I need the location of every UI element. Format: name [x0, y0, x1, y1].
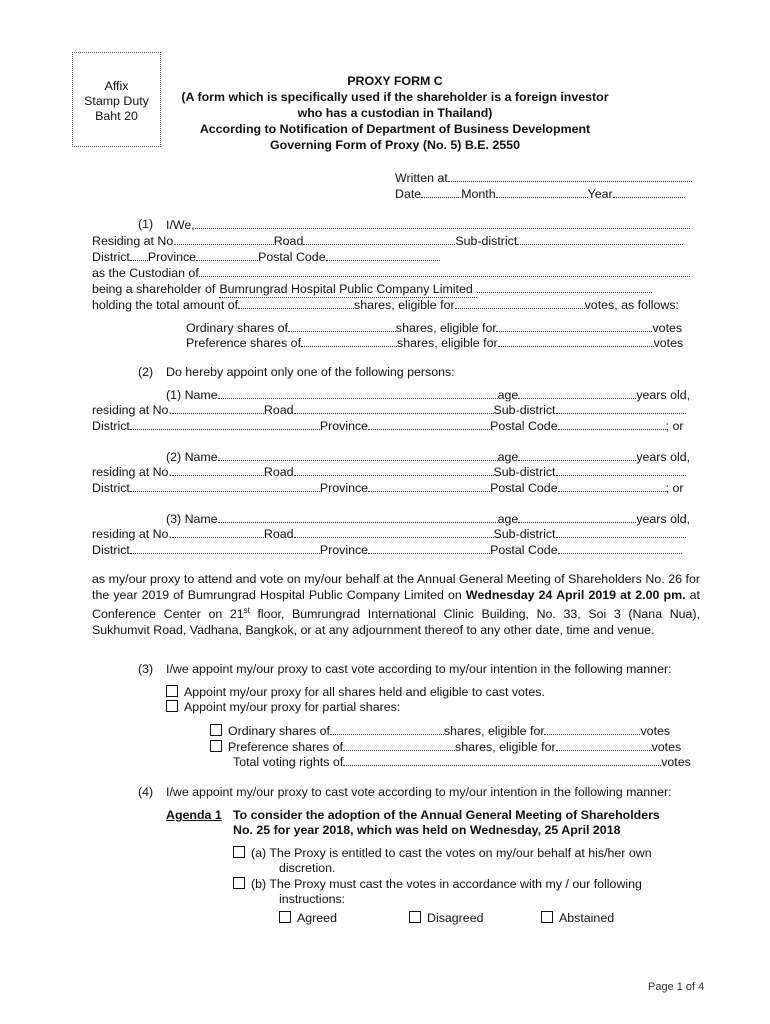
floor-superscript: st: [243, 606, 250, 616]
person3-residing-label: residing at No.: [92, 527, 172, 541]
ordinary-row: [186, 320, 682, 335]
option-b-checkbox[interactable]: [233, 877, 245, 889]
section1-num: (1): [138, 217, 154, 231]
form-subtitle-4: Governing Form of Proxy (No. 5) B.E. 2550: [270, 138, 520, 152]
person2-district-label: District: [92, 481, 130, 495]
preference-label: Preference shares of: [186, 336, 302, 350]
road-field[interactable]: [303, 233, 455, 245]
person3-no-field[interactable]: [172, 526, 264, 538]
district-row: [92, 249, 440, 264]
preference-eligible-label: shares, eligible for: [397, 336, 498, 350]
person1-district-label: District: [92, 419, 130, 433]
holding-shares-field[interactable]: [238, 297, 354, 309]
iwe-label: I/We,: [166, 218, 195, 232]
option-a-label-2: discretion.: [279, 861, 336, 875]
preference-votes-field[interactable]: [498, 335, 654, 347]
person1-province-label: Province: [319, 419, 369, 433]
month-field[interactable]: [496, 186, 588, 198]
agenda-1-title-1: To consider the adoption of the Annual General Meeting of Shareholders: [233, 808, 660, 822]
subdistrict-label: Sub-district: [455, 234, 518, 248]
person2-or-label: ; or: [665, 481, 684, 495]
person3-district-label: District: [92, 543, 130, 557]
s3-total-label: Total voting rights of: [233, 755, 344, 769]
person2-province-field[interactable]: [368, 480, 490, 492]
residing-label: Residing at No.: [92, 234, 177, 248]
section4-num: (4): [138, 785, 154, 799]
person2-road-field[interactable]: [294, 464, 494, 476]
person2-age-field[interactable]: [518, 449, 636, 461]
person2-name-field[interactable]: [218, 449, 498, 461]
all-shares-label: Appoint my/our proxy for all shares held and eligible to cast votes.: [184, 685, 545, 699]
partial-shares-checkbox[interactable]: [166, 700, 178, 712]
person2-road-label: Road: [263, 465, 294, 479]
disagreed-option: [409, 911, 483, 926]
person2-name-row: [166, 449, 690, 464]
holding-votes-field[interactable]: [455, 297, 585, 309]
postal-label: Postal Code: [258, 250, 326, 264]
abstained-checkbox[interactable]: [541, 911, 553, 923]
person1-or-label: ; or: [665, 419, 684, 433]
custodian-row: [92, 265, 690, 280]
person1-province-field[interactable]: [368, 418, 490, 430]
person1-residing-label: residing at No.: [92, 403, 172, 417]
partial-shares-label: Appoint my/our proxy for partial shares:: [184, 700, 401, 714]
person2-subdistrict-field[interactable]: [556, 464, 686, 476]
agreed-option: [279, 911, 337, 926]
section4-intro: I/we appoint my/our proxy to cast vote according to my/our intention in the following manner:: [166, 785, 672, 799]
holding-eligible-label: shares, eligible for: [354, 298, 455, 312]
agenda-1-label: Agenda 1: [166, 808, 222, 822]
person1-subdistrict-field[interactable]: [556, 402, 686, 414]
year-label: Year: [587, 187, 613, 201]
preference-votes-label: votes: [653, 336, 684, 350]
person3-name-row: [166, 511, 690, 526]
person3-age-field[interactable]: [518, 511, 636, 523]
option-a-row: [233, 846, 652, 861]
person2-subdistrict-label: Sub-district: [493, 465, 556, 479]
partial-shares-option: [166, 700, 400, 715]
s3-preference-shares-field[interactable]: [343, 739, 455, 751]
option-b-row: [233, 877, 642, 892]
votes-as-follows-label: votes, as follows:: [584, 298, 679, 312]
s3-preference-checkbox[interactable]: [210, 740, 222, 752]
s3-preference-eligible-label: shares, eligible for: [455, 740, 556, 754]
iwe-row: [166, 217, 690, 232]
section3-intro: I/we appoint my/our proxy to cast vote according to my/our intention in the following manner:: [166, 662, 672, 676]
person3-road-label: Road: [263, 527, 294, 541]
holding-row: [92, 297, 679, 312]
date-row: [395, 186, 685, 201]
person1-age-field[interactable]: [518, 387, 636, 399]
company-name: Bumrungrad Hospital Public Company Limited: [219, 282, 476, 298]
s3-preference-votes-label: votes: [651, 740, 682, 754]
person3-age-label: age: [497, 512, 519, 526]
agreed-checkbox[interactable]: [279, 911, 291, 923]
person3-subdistrict-field[interactable]: [556, 526, 686, 538]
option-a-label: (a) The Proxy is entitled to cast the votes on my/our behalf at his/her own: [251, 846, 652, 860]
meeting-date: Wednesday 24 April 2019 at 2.00 pm.: [465, 587, 686, 602]
person2-province-label: Province: [319, 481, 369, 495]
person1-postal-label: Postal Code: [490, 419, 558, 433]
person1-road-label: Road: [263, 403, 294, 417]
person3-postal-label: Postal Code: [490, 543, 558, 557]
district-field[interactable]: [130, 249, 148, 261]
written-at-field[interactable]: [448, 170, 692, 182]
person3-years-label: years old,: [636, 512, 691, 526]
person3-postal-field[interactable]: [558, 542, 682, 554]
disagreed-label: Disagreed: [427, 911, 484, 925]
person1-subdistrict-label: Sub-district: [493, 403, 556, 417]
person3-residing-row: [92, 526, 686, 541]
person1-name-row: [166, 387, 690, 402]
stamp-line-2: Stamp Duty: [84, 94, 149, 108]
custodian-field[interactable]: [199, 265, 690, 277]
form-title: PROXY FORM C: [347, 74, 443, 88]
person2-postal-label: Postal Code: [490, 481, 558, 495]
ordinary-shares-field[interactable]: [288, 320, 396, 332]
subdistrict-field[interactable]: [517, 233, 683, 245]
proxy-paragraph: [92, 572, 700, 639]
person3-province-label: Province: [319, 543, 369, 557]
person3-district-row: [92, 542, 682, 557]
holding-label: holding the total amount of: [92, 298, 239, 312]
person3-subdistrict-label: Sub-district: [493, 527, 556, 541]
ordinary-votes-field[interactable]: [496, 320, 652, 332]
province-field[interactable]: [196, 249, 258, 261]
s3-preference-votes-field[interactable]: [556, 739, 652, 751]
person1-name-label: (1) Name: [166, 388, 218, 402]
stamp-line-1: Affix: [104, 79, 129, 93]
written-at-row: [395, 170, 692, 185]
person3-name-field[interactable]: [218, 511, 498, 523]
person3-road-field[interactable]: [294, 526, 494, 538]
s3-ordinary-label: Ordinary shares of: [228, 724, 330, 738]
ordinary-label: Ordinary shares of: [186, 321, 288, 335]
province-label: Province: [147, 250, 197, 264]
person2-residing-label: residing at No.: [92, 465, 172, 479]
s3-total-votes-label: votes: [661, 755, 691, 769]
person2-district-field[interactable]: [130, 480, 320, 492]
person1-age-label: age: [497, 388, 519, 402]
iwe-field[interactable]: [195, 217, 690, 229]
ordinary-eligible-label: shares, eligible for: [395, 321, 497, 335]
date-label: Date: [395, 187, 422, 201]
person1-road-field[interactable]: [294, 402, 494, 414]
person1-residing-row: [92, 402, 686, 417]
page-number: Page 1 of 4: [648, 981, 705, 993]
option-b-label-2: instructions:: [279, 892, 346, 906]
section3-num: (3): [138, 662, 154, 676]
s3-ordinary-shares-field[interactable]: [330, 723, 444, 735]
residing-row: [92, 233, 683, 248]
person1-years-label: years old,: [636, 388, 691, 402]
road-label: Road: [273, 234, 304, 248]
s3-ordinary-votes-label: votes: [640, 724, 671, 738]
s3-ordinary-eligible-label: shares, eligible for: [443, 724, 545, 738]
preference-row: [186, 335, 683, 350]
person2-name-label: (2) Name: [166, 450, 218, 464]
s3-preference-label: Preference shares of: [228, 740, 344, 754]
person1-postal-field[interactable]: [558, 418, 666, 430]
option-a-checkbox[interactable]: [233, 846, 245, 858]
company-field-rest: [477, 281, 652, 293]
ordinary-votes-label: votes: [652, 321, 683, 335]
person2-years-label: years old,: [636, 450, 691, 464]
form-subtitle-3: According to Notification of Department of Business Development: [199, 122, 591, 136]
district-label: District: [92, 250, 130, 264]
postal-field[interactable]: [326, 249, 440, 261]
shareholder-of-label: being a shareholder of: [92, 282, 216, 296]
person1-district-row: [92, 418, 684, 433]
s3-ordinary-checkbox[interactable]: [210, 724, 222, 736]
year-field[interactable]: [613, 186, 685, 198]
person3-district-field[interactable]: [130, 542, 320, 554]
person1-no-field[interactable]: [172, 402, 264, 414]
written-at-label: Written at: [395, 171, 448, 185]
proxy-para-part2: at Conference Center on 21: [92, 587, 701, 622]
preference-shares-field[interactable]: [301, 335, 397, 347]
person1-name-field[interactable]: [218, 387, 498, 399]
s3-preference-row: [210, 739, 681, 754]
person3-name-label: (3) Name: [166, 512, 218, 526]
person2-no-field[interactable]: [172, 464, 264, 476]
form-subtitle-2: who has a custodian in Thailand): [297, 106, 493, 120]
disagreed-checkbox[interactable]: [409, 911, 421, 923]
person2-postal-field[interactable]: [558, 480, 666, 492]
month-label: Month: [461, 187, 496, 201]
custodian-label: as the Custodian of: [92, 266, 199, 280]
agreed-label: Agreed: [297, 911, 337, 925]
agenda-1-title-2: No. 25 for year 2018, which was held on Wednesday, 25 April 2018: [233, 823, 621, 837]
shareholder-row: [92, 281, 652, 296]
person3-province-field[interactable]: [368, 542, 490, 554]
s3-ordinary-votes-field[interactable]: [544, 723, 640, 735]
form-subtitle-1: (A form which is specifically used if the shareholder is a foreign investor: [181, 90, 609, 104]
stamp-line-3: Baht 20: [95, 109, 138, 123]
section2-intro: Do hereby appoint only one of the following persons:: [166, 365, 455, 379]
all-shares-checkbox[interactable]: [166, 685, 178, 697]
option-b-label: (b) The Proxy must cast the votes in accordance with my / our following: [251, 877, 642, 891]
abstained-option: [541, 911, 614, 926]
s3-ordinary-row: [210, 723, 670, 738]
proxy-para-part1: as my/our proxy to attend and vote on my/our behalf at the Annual General Meeting of Shareholders No. 26 for the year 2019 of Bumrungrad Hospital Public Company Limited on: [92, 572, 700, 602]
person1-district-field[interactable]: [130, 418, 320, 430]
person2-age-label: age: [497, 450, 519, 464]
residing-no-field[interactable]: [177, 233, 274, 245]
person2-district-row: [92, 480, 684, 495]
person2-residing-row: [92, 464, 686, 479]
s3-total-row: [233, 754, 691, 769]
date-field[interactable]: [421, 186, 461, 198]
all-shares-option: [166, 685, 545, 700]
proxy-para-part3: floor, Bumrungrad International Clinic Building, No. 33, Soi 3 (Nana Nua), Sukhumvit Road, Vadhana, Bangkok, or at any adjournment thereof to any other date, time and venue.: [92, 607, 700, 637]
s3-total-field[interactable]: [343, 754, 661, 766]
section2-num: (2): [138, 365, 154, 379]
stamp-duty-box: [72, 52, 161, 147]
abstained-label: Abstained: [559, 911, 615, 925]
